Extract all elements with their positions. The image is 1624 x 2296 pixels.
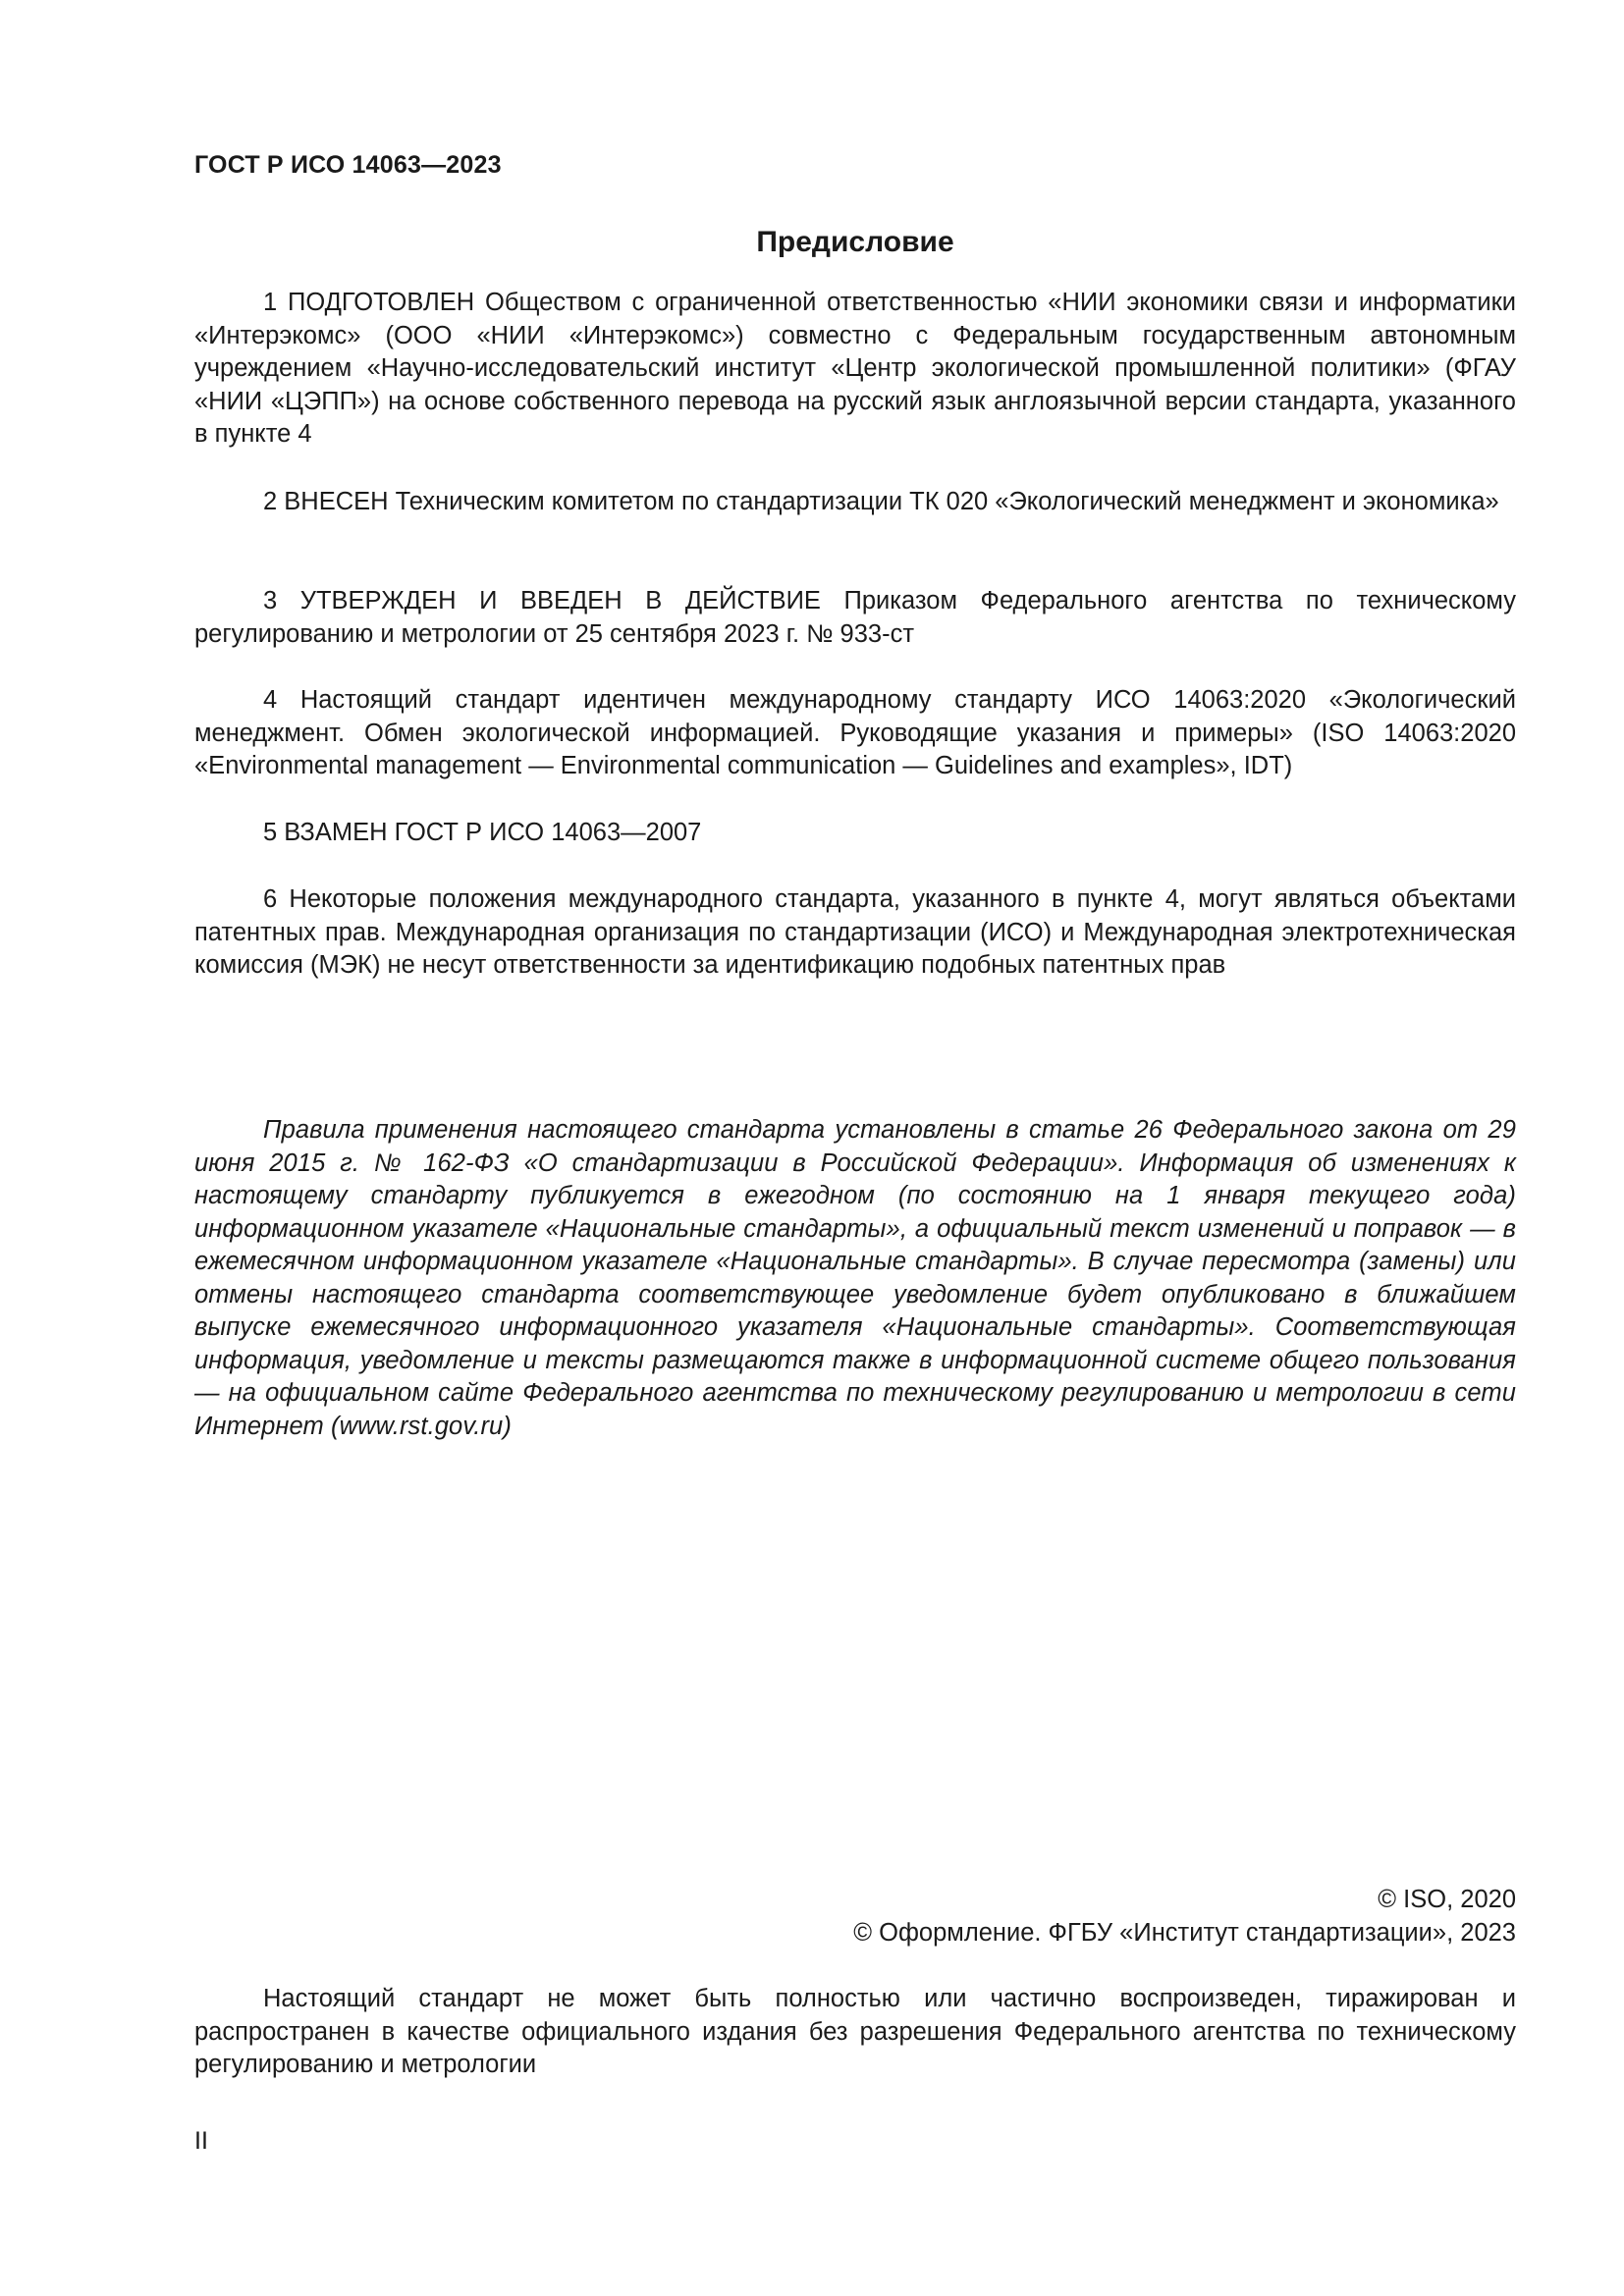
standard-code: ГОСТ Р ИСО 14063—2023 — [194, 151, 502, 179]
copyright-iso: © ISO, 2020 — [1378, 1886, 1516, 1913]
foreword-item-1: 1 ПОДГОТОВЛЕН Обществом с ограниченной ответственностью «НИИ экономики связи и информатики «Интерэкомс» (ООО «НИИ «Интерэкомс») совместно с Федеральным государственным автономным учреждением «Научно-исследовательский институт «Центр экологической промышленной политики» (ФГАУ «НИИ «ЦЭПП») на основе собственного перевода на русский язык англоязычной версии стандарта, указанного в пункте 4 — [194, 289, 1516, 448]
foreword-item-5: 5 ВЗАМЕН ГОСТ Р ИСО 14063—2007 — [263, 819, 702, 846]
document-page — [194, 0, 1516, 2296]
page-number: II — [194, 2127, 208, 2155]
foreword-item-4: 4 Настоящий стандарт идентичен международному стандарту ИСО 14063:2020 «Экологический менеджмент. Обмен экологической информацией. Руководящие указания и примеры» (ISO 14063:2020 «Environmental management — Environmental communication — Guidelines and examples», IDT) — [194, 686, 1516, 779]
foreword-item-6: 6 Некоторые положения международного стандарта, указанного в пункте 4, могут являться объектами патентных прав. Международная организация по стандартизации (ИСО) и Международная электротехническая комиссия (МЭК) не несут ответственности за идентификацию подобных патентных прав — [194, 885, 1516, 979]
reproduction-notice: Настоящий стандарт не может быть полностью или частично воспроизведен, тиражирован и распространен в качестве официального издания без разрешения Федерального агентства по техническому регулированию и метрологии — [194, 1985, 1516, 2078]
rules-notice: Правила применения настоящего стандарта установлены в статье 26 Федерального закона от 29 июня 2015 г. № 162-ФЗ «О стандартизации в Российской Федерации». Информация об изменениях к настоящему стандарту публикуется в ежегодном (по состоянию на 1 января текущего года) информационном указателе «Национальные стандарты», а официальный текст изменений и поправок — в ежемесячном информационном указателе «Национальные стандарты». В случае пересмотра (замены) или отмены настоящего стандарта соответствующее уведомление будет опубликовано в ближайшем выпуске ежемесячного информационного указателя «Национальные стандарты». Соответствующая информация, уведомление и тексты размещаются также в информационной системе общего пользования — на официальном сайте Федерального агентства по техническому регулированию и метрологии в сети Интернет (www.rst.gov.ru) — [194, 1116, 1516, 1440]
foreword-item-2: 2 ВНЕСЕН Техническим комитетом по стандартизации ТК 020 «Экологический менеджмент и экономика» — [263, 488, 1499, 515]
copyright-design: © Оформление. ФГБУ «Институт стандартизации», 2023 — [853, 1919, 1516, 1947]
foreword-item-3: 3 УТВЕРЖДЕН И ВВЕДЕН В ДЕЙСТВИЕ Приказом Федерального агентства по техническому регулированию и метрологии от 25 сентября 2023 г. № 933-ст — [194, 587, 1516, 648]
page-title: Предисловие — [756, 226, 954, 258]
